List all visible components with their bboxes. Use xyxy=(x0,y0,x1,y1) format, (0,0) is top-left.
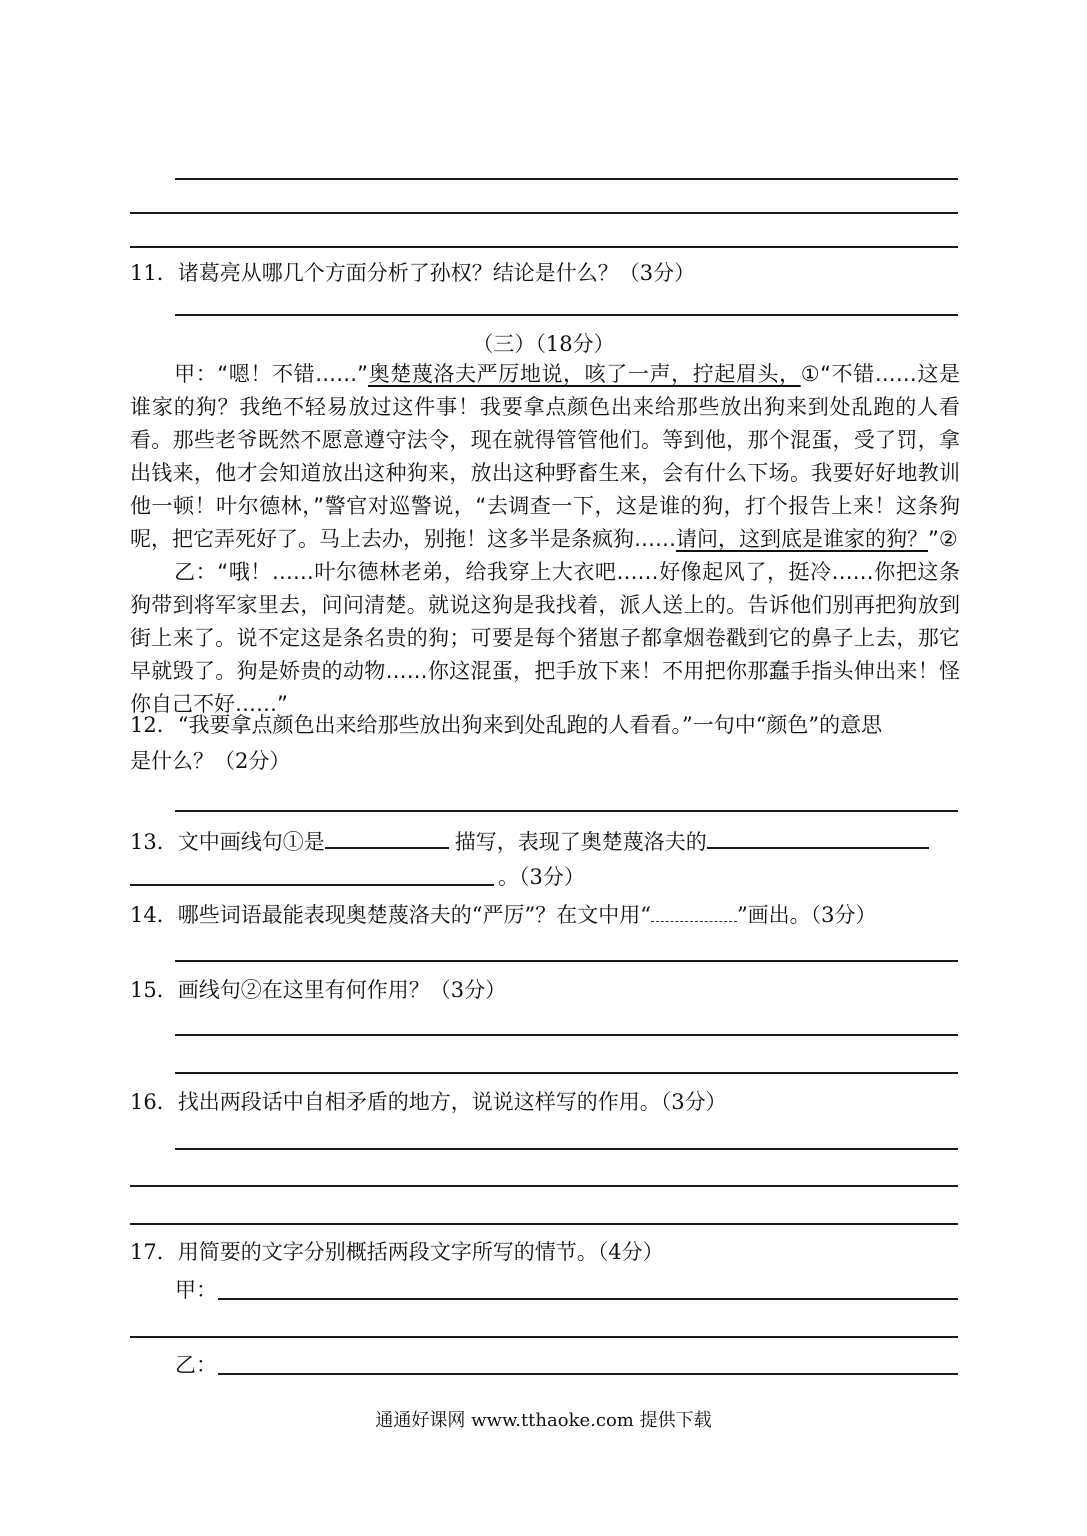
answer-line[interactable] xyxy=(130,212,958,214)
section-heading: （三）（18分） xyxy=(472,332,615,356)
question-13 xyxy=(130,825,929,857)
answer-line[interactable] xyxy=(175,314,958,316)
page-footer: 通通好课网 www.tthaoke.com 提供下载 xyxy=(375,1410,712,1431)
question-13-text: 13．文中画线句①是 xyxy=(130,830,325,854)
question-12-line1: 12．“我要拿点颜色出来给那些放出狗来到处乱跑的人看看。”一句中“颜色”的意思 xyxy=(130,713,883,737)
question-13-end: 。（3分） xyxy=(498,865,585,889)
answer-line[interactable] xyxy=(175,1148,958,1150)
passage-jia-text: ”② xyxy=(928,527,958,551)
answer-line-yi[interactable] xyxy=(218,1373,958,1375)
fill-blank[interactable] xyxy=(130,884,494,886)
dotted-underline-sample xyxy=(651,903,737,922)
underlined-sentence-1: 奥楚蔑洛夫严厉地说，咳了一声，拧起眉头， xyxy=(368,362,801,386)
question-14-text: ”画出。（3分） xyxy=(736,903,877,927)
question-17: 17．用简要的文字分别概括两段文字所写的情节。（4分） xyxy=(130,1240,664,1264)
answer-line[interactable] xyxy=(175,178,958,180)
answer-line[interactable] xyxy=(175,1072,958,1074)
label-yi: 乙： xyxy=(175,1353,217,1377)
answer-line[interactable] xyxy=(175,1034,958,1036)
fill-blank[interactable] xyxy=(707,825,929,849)
answer-line[interactable] xyxy=(175,810,958,812)
passage-yi: 乙：“哦！……叶尔德林老弟，给我穿上大衣吧……好像起风了，挺冷……你把这条狗带到将军家里去，问问清楚。就说这狗是我找着，派人送上的。告诉他们别再把狗放到街上来了。说不定这是条名贵的狗；可要是每个猪崽子都拿烟卷戳到它的鼻子上去，那它早就毁了。狗是娇贵的动物……你这混蛋，把手放下来！不用把你那蠢手指头伸出来！怪你自己不好……” xyxy=(130,560,960,716)
question-14-text: 14．哪些词语最能表现奥楚蔑洛夫的“严厉”？在文中用“ xyxy=(130,903,651,927)
question-15: 15．画线句②在这里有何作用？（3分） xyxy=(130,978,507,1002)
fill-blank[interactable] xyxy=(325,825,449,849)
answer-line[interactable] xyxy=(130,1223,958,1225)
passage-jia-text: ①“不错……这是谁家的狗？我绝不轻易放过这件事！我要拿点颜色出来给那些放出狗来到处乱跑的人看看。那些老爷既然不愿意遵守法令，现在就得管管他们。等到他，那个混蛋，受了罚，拿出钱来，他才会知道放出这种狗来，放出这种野畜生来，会有什么下场。我要好好地教训他一顿！叶尔德林，”警官对巡警说，“去调查一下，这是谁的狗，打个报告上来！这条狗呢，把它弄死好了。马上去办，别拖！这多半是条疯狗…… xyxy=(130,362,960,551)
question-13-text: 描写，表现了奥楚蔑洛夫的 xyxy=(454,830,707,854)
question-12-line2: 是什么？（2分） xyxy=(130,749,291,773)
question-11: 11．诸葛亮从哪几个方面分析了孙权？结论是什么？（3分） xyxy=(130,261,696,285)
answer-line[interactable] xyxy=(130,1336,958,1338)
label-jia: 甲： xyxy=(175,1278,217,1302)
answer-line[interactable] xyxy=(130,1185,958,1187)
question-14 xyxy=(130,900,877,930)
question-16: 16．找出两段话中自相矛盾的地方，说说这样写的作用。（3分） xyxy=(130,1090,727,1114)
answer-line[interactable] xyxy=(175,960,958,962)
passage-jia-text: 甲：“嗯！不错……” xyxy=(174,362,369,386)
answer-line[interactable] xyxy=(130,246,958,248)
passage-jia xyxy=(130,358,960,556)
underlined-sentence-2: 请问，这到底是谁家的狗？ xyxy=(676,527,928,551)
answer-line-jia[interactable] xyxy=(218,1298,958,1300)
reading-passage xyxy=(130,358,960,721)
